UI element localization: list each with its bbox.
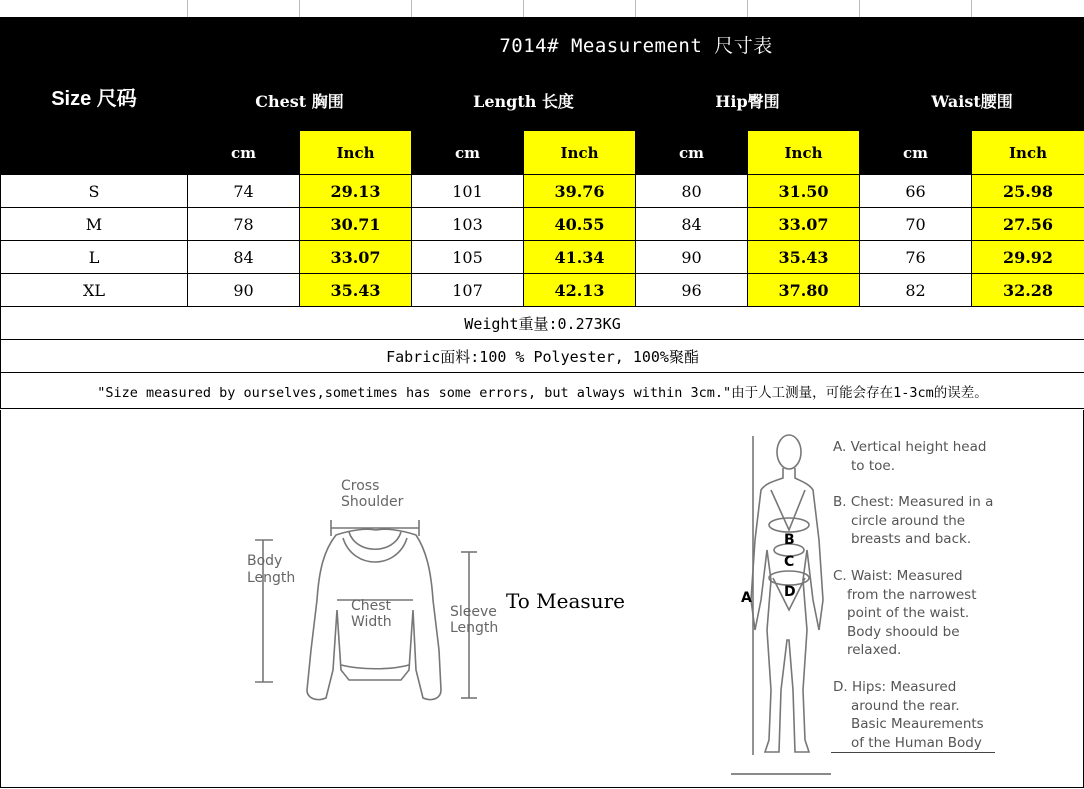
- legend-line: point of the waist.: [847, 605, 970, 621]
- table-cell: 82: [860, 274, 972, 307]
- table-cell: 32.28: [972, 274, 1084, 307]
- top-strip: [0, 0, 1084, 18]
- chest-width-label: Chest: [351, 598, 392, 614]
- unit-header: cm: [188, 131, 300, 175]
- marker-b: B: [784, 532, 795, 548]
- table-cell: 90: [188, 274, 300, 307]
- legend-c: [833, 567, 976, 660]
- size-table: [0, 17, 1084, 409]
- size-label: L: [1, 241, 188, 274]
- table-row: [1, 175, 1084, 208]
- table-cell: 101: [412, 175, 524, 208]
- body-length-label: Body: [247, 553, 283, 569]
- waist-header: Waist腰围: [860, 71, 1084, 131]
- table-cell: 33.07: [748, 208, 860, 241]
- legend-a: [833, 438, 986, 475]
- length-header: Length 长度: [412, 71, 636, 131]
- body-diagram: [731, 430, 831, 775]
- table-cell: 33.07: [300, 241, 412, 274]
- table-row: [1, 274, 1084, 307]
- legend-line: Body shoould be: [847, 623, 960, 640]
- body-length-label: Length: [247, 570, 296, 586]
- legend-line: of the Human Body: [851, 734, 982, 751]
- legend-d: [833, 678, 984, 752]
- unit-header: cm: [860, 131, 972, 175]
- table-cell: 107: [412, 274, 524, 307]
- marker-a: A: [741, 590, 752, 606]
- table-cell: 42.13: [524, 274, 636, 307]
- how-to-measure-text: To Measure: [506, 589, 625, 613]
- table-cell: 39.76: [524, 175, 636, 208]
- table-cell: 80: [636, 175, 748, 208]
- legend-line: breasts and back.: [851, 531, 972, 547]
- table-cell: 105: [412, 241, 524, 274]
- unit-header: Inch: [524, 131, 636, 175]
- legend-line: Basic Meaurements: [851, 716, 984, 732]
- table-cell: 37.80: [748, 274, 860, 307]
- unit-header: Inch: [972, 131, 1084, 175]
- measurement-diagram: [0, 410, 1084, 788]
- unit-header: cm: [412, 131, 524, 175]
- table-cell: 76: [860, 241, 972, 274]
- table-cell: 27.56: [972, 208, 1084, 241]
- table-cell: 30.71: [300, 208, 412, 241]
- size-label: S: [1, 175, 188, 208]
- legend-b: [833, 493, 993, 549]
- legend-line: relaxed.: [847, 642, 902, 658]
- table-cell: 70: [860, 208, 972, 241]
- sleeve-length-label: Length: [450, 620, 499, 636]
- table-cell: 35.43: [300, 274, 412, 307]
- cross-shoulder-label: Cross: [341, 478, 380, 494]
- size-header: Size 尺码: [1, 18, 188, 175]
- fabric-info: Fabric面料:100 % Polyester, 100%聚酯: [1, 340, 1084, 373]
- cross-shoulder-label: Shoulder: [341, 494, 404, 510]
- table-cell: 96: [636, 274, 748, 307]
- table-cell: 78: [188, 208, 300, 241]
- table-cell: 41.34: [524, 241, 636, 274]
- table-cell: 35.43: [748, 241, 860, 274]
- marker-c: C: [784, 554, 795, 570]
- table-cell: 103: [412, 208, 524, 241]
- legend-line: to toe.: [851, 457, 895, 474]
- legend-line: D. Hips: Measured: [833, 679, 957, 695]
- legend-line: A. Vertical height head: [833, 439, 987, 455]
- table-title: 7014# Measurement 尺寸表: [188, 18, 1084, 71]
- legend-line: B. Chest: Measured in a: [833, 494, 994, 510]
- body-baseline: [831, 752, 995, 753]
- table-cell: 84: [636, 208, 748, 241]
- table-row: [1, 241, 1084, 274]
- size-label: XL: [1, 274, 188, 307]
- weight-info: Weight重量:0.273KG: [1, 307, 1084, 340]
- table-cell: 90: [636, 241, 748, 274]
- table-cell: 84: [188, 241, 300, 274]
- sleeve-length-label: Sleeve: [450, 604, 497, 620]
- table-cell: 66: [860, 175, 972, 208]
- legend-line: around the rear.: [851, 697, 960, 714]
- legend-line: from the narrowest: [847, 586, 977, 603]
- table-cell: 40.55: [524, 208, 636, 241]
- hip-header: Hip臀围: [636, 71, 860, 131]
- chest-header: Chest 胸围: [188, 71, 412, 131]
- table-cell: 29.13: [300, 175, 412, 208]
- table-cell: 31.50: [748, 175, 860, 208]
- legend-line: C. Waist: Measured: [833, 568, 963, 584]
- unit-header: cm: [636, 131, 748, 175]
- size-label: M: [1, 208, 188, 241]
- unit-header: Inch: [300, 131, 412, 175]
- marker-d: D: [784, 584, 796, 600]
- table-cell: 74: [188, 175, 300, 208]
- sweater-diagram: [241, 470, 511, 710]
- chest-width-label: Width: [351, 614, 392, 630]
- table-cell: 25.98: [972, 175, 1084, 208]
- measurement-note: "Size measured by ourselves,sometimes has some errors, but always within 3cm."由于人工测量，可能会存在1-3cm的误差。: [1, 373, 1084, 409]
- unit-header: Inch: [748, 131, 860, 175]
- legend-line: circle around the: [851, 512, 966, 529]
- table-row: [1, 208, 1084, 241]
- table-cell: 29.92: [972, 241, 1084, 274]
